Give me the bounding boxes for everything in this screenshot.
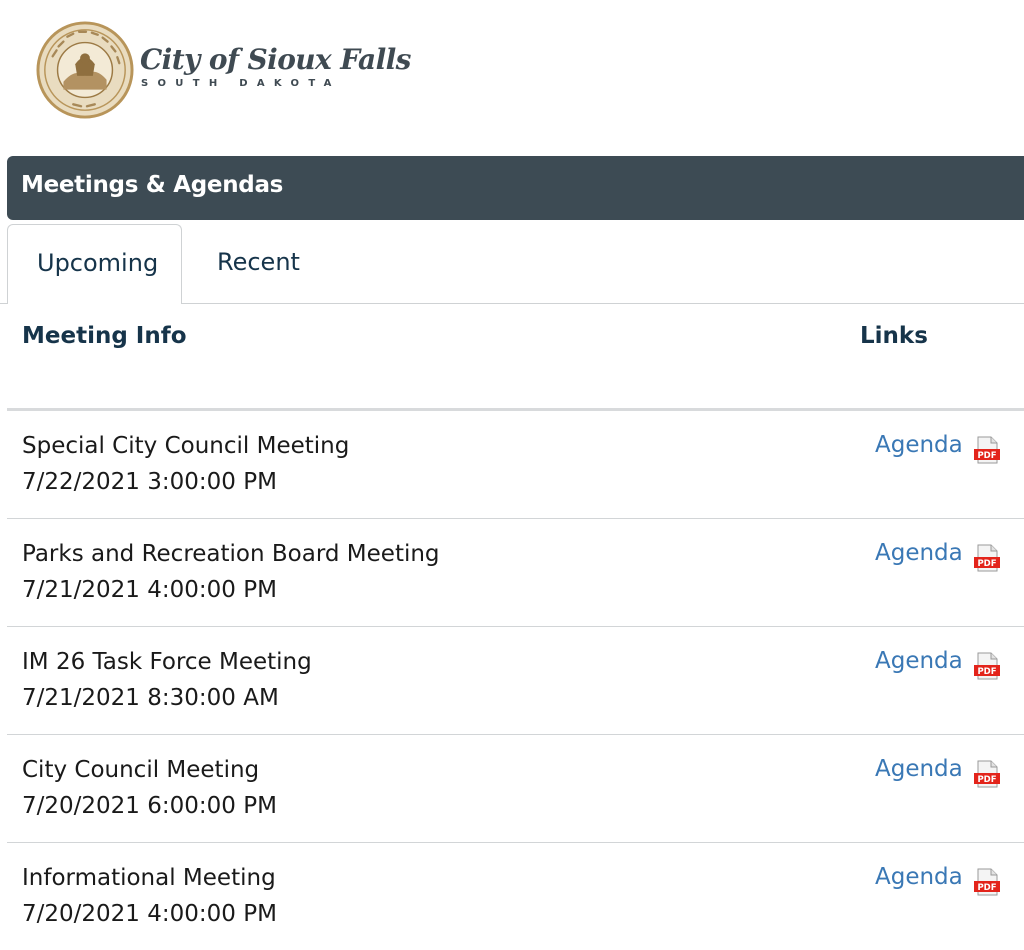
agenda-link[interactable]: Agenda [875, 864, 963, 890]
column-header-links: Links [860, 323, 928, 349]
site-logo[interactable] [36, 20, 411, 120]
pdf-icon[interactable] [971, 866, 1003, 898]
meeting-name: IM 26 Task Force Meeting [22, 649, 312, 675]
pdf-icon[interactable] [971, 542, 1003, 574]
table-row [7, 627, 1024, 735]
meeting-name: Parks and Recreation Board Meeting [22, 541, 440, 567]
meeting-date: 7/20/2021 6:00:00 PM [22, 793, 277, 819]
meetings-table [7, 411, 1024, 950]
tab-label: Upcoming [37, 249, 159, 277]
table-row [7, 411, 1024, 519]
meeting-date: 7/21/2021 4:00:00 PM [22, 577, 277, 603]
table-row [7, 843, 1024, 950]
svg-text:PDF: PDF [977, 451, 997, 461]
brand-name: City of Sioux Falls [140, 43, 411, 76]
tab-bar [0, 224, 1024, 304]
agenda-link[interactable]: Agenda [875, 648, 963, 674]
table-row [7, 735, 1024, 843]
meeting-date: 7/21/2021 8:30:00 AM [22, 685, 279, 711]
meeting-date: 7/22/2021 3:00:00 PM [22, 469, 277, 495]
svg-text:PDF: PDF [977, 883, 997, 893]
meeting-name: City Council Meeting [22, 757, 260, 783]
table-row [7, 519, 1024, 627]
meeting-date: 7/20/2021 4:00:00 PM [22, 901, 277, 927]
section-header [7, 156, 1024, 220]
svg-text:PDF: PDF [977, 559, 997, 569]
tab-recent[interactable] [182, 224, 332, 303]
pdf-icon[interactable] [971, 434, 1003, 466]
tab-upcoming[interactable] [7, 224, 182, 304]
agenda-link[interactable]: Agenda [875, 756, 963, 782]
agenda-link[interactable]: Agenda [875, 432, 963, 458]
meeting-name: Special City Council Meeting [22, 433, 350, 459]
pdf-icon[interactable] [971, 650, 1003, 682]
svg-text:PDF: PDF [977, 775, 997, 785]
agenda-link[interactable]: Agenda [875, 540, 963, 566]
tab-label: Recent [217, 248, 300, 276]
svg-text:PDF: PDF [977, 667, 997, 677]
city-seal-icon [36, 21, 134, 119]
brand-subtitle: SOUTH DAKOTA [141, 78, 341, 89]
meeting-name: Informational Meeting [22, 865, 276, 891]
page-title: Meetings & Agendas [21, 172, 284, 198]
column-header-meeting-info: Meeting Info [22, 323, 187, 349]
pdf-icon[interactable] [971, 758, 1003, 790]
